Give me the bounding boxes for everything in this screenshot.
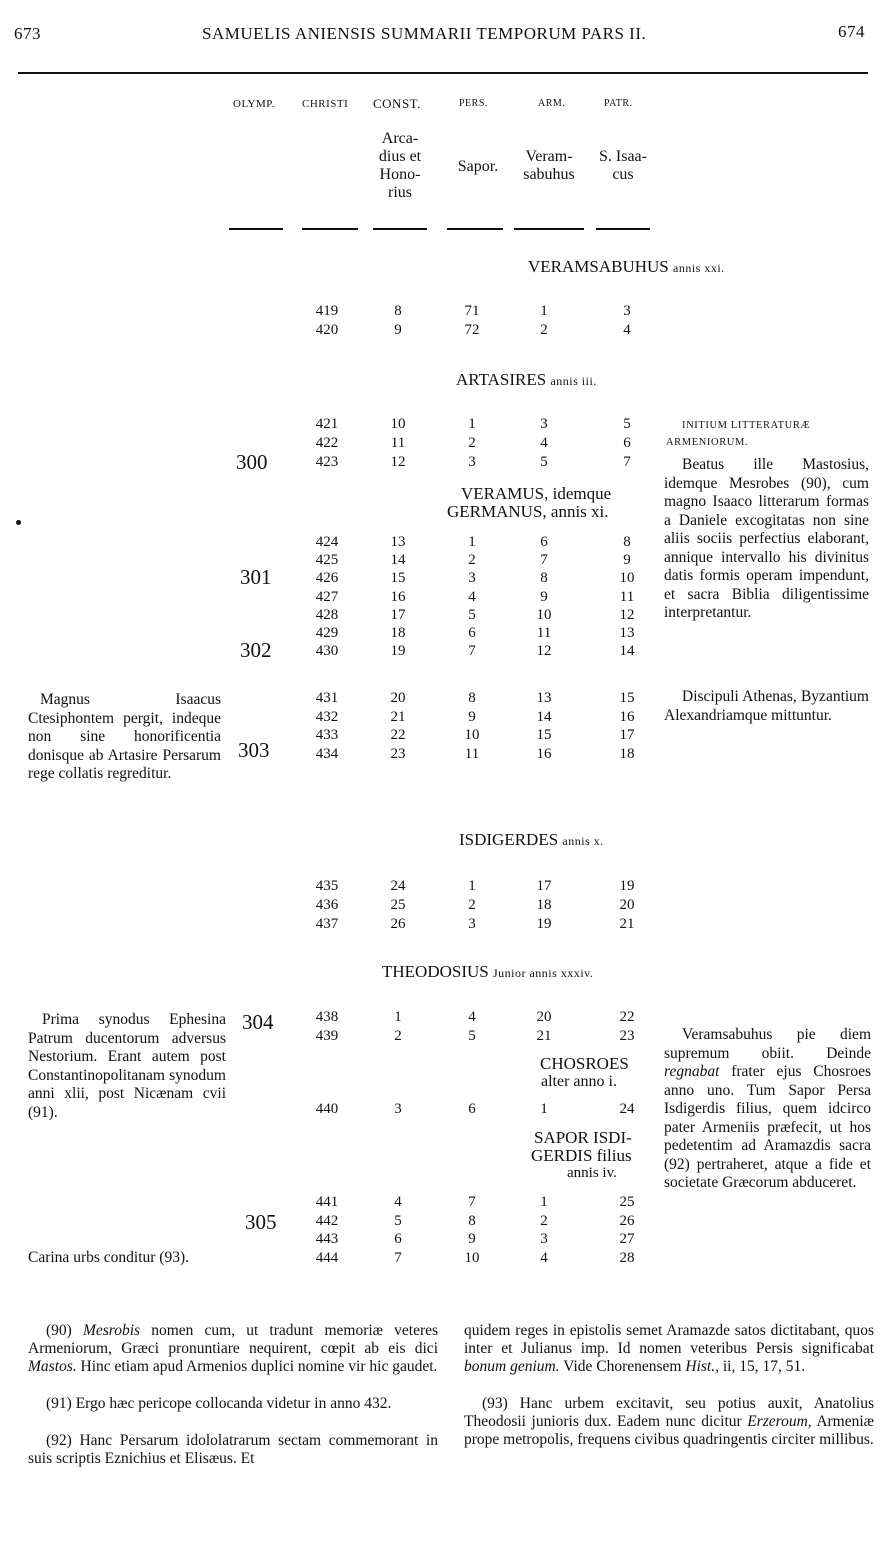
pers-year: 1 (468, 534, 476, 550)
pers-year: 9 (468, 1231, 476, 1248)
arm-year: 15 (536, 727, 552, 744)
col-rule-christi (302, 228, 358, 230)
arm-year: 9 (540, 588, 548, 605)
patr-year: 10 (619, 570, 635, 587)
pers-year: 4 (468, 588, 476, 605)
pers-year: 10 (464, 727, 480, 744)
pers-subheader: Sapor. (457, 158, 499, 175)
christi-year: 421 (315, 416, 339, 432)
patr-year: 7 (623, 454, 631, 470)
patr-year: 13 (619, 625, 635, 641)
pers-year: 3 (468, 916, 476, 932)
arm-year: 18 (536, 897, 552, 913)
col-pers: PERS. (459, 98, 488, 109)
patr-year: 6 (623, 435, 631, 451)
col-olymp: OLYMP. (233, 98, 275, 110)
christi-year: 444 (315, 1250, 339, 1267)
christi-year: 435 (315, 878, 339, 894)
pers-year: 4 (468, 1009, 476, 1025)
stray-mark (16, 520, 21, 525)
note-heading: INITIUM LITTERATURÆ (682, 420, 811, 431)
arm-subheader: Veram- sabuhus (523, 148, 575, 183)
christi-year: 431 (315, 690, 339, 706)
pers-year: 8 (468, 1212, 476, 1229)
christi-year: 438 (315, 1009, 339, 1025)
const-year: 5 (394, 1212, 402, 1229)
col-rule-arm (514, 228, 584, 230)
pers-year: 11 (464, 746, 480, 763)
const-year: 23 (390, 746, 406, 763)
pers-year: 72 (464, 322, 480, 338)
christi-year: 427 (315, 588, 339, 605)
header-rule (18, 72, 868, 74)
arm-year: 2 (540, 322, 548, 338)
pers-year: 6 (468, 625, 476, 641)
reign-heading: CHOSROES (540, 1054, 629, 1073)
const-year: 15 (390, 570, 406, 587)
pers-year: 1 (468, 878, 476, 894)
note-right-disciples: Discipuli Athenas, Byzantium Alexandriamque mittuntur. (664, 688, 869, 724)
const-year: 18 (390, 625, 406, 641)
footnote-92: (92) Hanc Persarum idololatrarum sectam commemorant in suis scriptis Eznichius et Elisæus. Et (28, 1432, 438, 1467)
pers-year: 2 (468, 435, 476, 451)
note-left-carina: Carina urbs conditur (93). (28, 1249, 189, 1266)
footnote-92-continued: quidem reges in epistolis semet Aramazde satos dictitabant, quos inter et Julianus imp. Id nomen veteribus Persis significabat bonum genium. Vide Chorenensem Hist., ii, 15, 17, 51. (464, 1322, 874, 1375)
col-christi: CHRISTI (302, 98, 349, 110)
const-year: 22 (390, 727, 406, 744)
left-page-number: 673 (14, 24, 41, 43)
christi-year: 425 (315, 552, 339, 569)
patr-year: 19 (619, 878, 635, 894)
const-year: 13 (390, 534, 406, 550)
arm-year: 5 (540, 454, 548, 470)
patr-year: 26 (619, 1212, 635, 1229)
const-year: 21 (390, 708, 406, 725)
reign-heading: SAPOR ISDI- (534, 1128, 632, 1147)
pers-year: 3 (468, 454, 476, 470)
olympiad-number: 300 (236, 450, 268, 474)
const-year: 9 (394, 322, 402, 338)
right-page-number: 674 (838, 22, 865, 41)
arm-year: 6 (540, 534, 548, 550)
arm-year: 3 (540, 1231, 548, 1248)
christi-year: 437 (315, 916, 339, 932)
const-year: 7 (394, 1250, 402, 1267)
patr-year: 3 (623, 303, 631, 319)
note-right-literature: Beatus ille Mastosius, idemque Mesrobes (90), cum magno Isaaco litterarum formas a Daniele excogitatas non sine aliis sociis perfectius elaborant, annique intervallo his divinitus datis formis operam impendunt, et sacra Biblia diligentissime interpretantur. (664, 456, 869, 621)
note-heading: ARMENIORUM. (666, 437, 749, 448)
patr-year: 11 (619, 588, 635, 605)
note-left-isaacus: Magnus Isaacus Ctesiphontem pergit, indeque non sine honorificentia donisque ab Artasire Persarum rege collatis regreditur. (28, 691, 221, 782)
patr-year: 25 (619, 1194, 635, 1210)
footnote-93: (93) Hanc urbem excitavit, seu potius auxit, Anatolius Theodosii junioris dux. Eadem nunc dicitur Erzeroum, Armeniæ prope metropolis, frequens civibus quadringentis circiter millibus. (464, 1395, 874, 1448)
col-rule-pers (447, 228, 503, 230)
patr-year: 5 (623, 416, 631, 432)
col-rule-olymp (229, 228, 283, 230)
const-year: 1 (394, 1009, 402, 1025)
col-const: CONST. (373, 96, 421, 111)
patr-year: 15 (619, 690, 635, 706)
const-year: 3 (394, 1101, 402, 1117)
arm-year: 21 (536, 1028, 552, 1044)
christi-year: 429 (315, 625, 339, 641)
pers-year: 71 (464, 303, 480, 319)
col-rule-const (373, 228, 427, 230)
reign-heading: VERAMSABUHUS annis xxi. (528, 257, 725, 276)
const-year: 26 (390, 916, 406, 932)
christi-year: 420 (315, 322, 339, 338)
pers-year: 2 (468, 552, 476, 569)
pers-year: 8 (468, 690, 476, 706)
pers-year: 6 (468, 1101, 476, 1117)
footnote-91: (91) Ergo hæc pericope collocanda videtur in anno 432. (46, 1395, 392, 1412)
christi-year: 423 (315, 454, 339, 470)
arm-year: 1 (540, 303, 548, 319)
reign-heading: THEODOSIUS Junior annis xxxiv. (382, 962, 594, 981)
const-subheader: Arca- dius et Hono- rius (378, 130, 422, 201)
const-year: 12 (390, 454, 406, 470)
arm-year: 20 (536, 1009, 552, 1025)
christi-year: 441 (315, 1194, 339, 1210)
running-title: SAMUELIS ANIENSIS SUMMARII TEMPORUM PARS II. (202, 24, 647, 43)
patr-year: 4 (623, 322, 631, 338)
patr-year: 28 (619, 1250, 635, 1267)
reign-heading: VERAMUS, idemque (461, 484, 612, 503)
arm-year: 11 (536, 625, 552, 641)
arm-year: 1 (540, 1101, 548, 1117)
patr-year: 24 (619, 1101, 635, 1117)
christi-year: 430 (315, 643, 339, 660)
reign-heading: annis iv. (567, 1165, 617, 1181)
christi-year: 434 (315, 746, 339, 763)
olympiad-number: 305 (245, 1210, 277, 1234)
const-year: 14 (390, 552, 406, 569)
pers-year: 9 (468, 708, 476, 725)
const-year: 10 (390, 416, 406, 432)
footnote-90: (90) Mesrobis nomen cum, ut tradunt memoriæ veteres Armeniorum, Græci pronuntiare nequirent, cœpit ab eis dici Mastos. Hinc etiam apud Armenios duplici nomine vir hic gaudet. (28, 1322, 439, 1375)
christi-year: 424 (315, 534, 339, 550)
christi-year: 440 (315, 1101, 339, 1117)
const-year: 25 (390, 897, 406, 913)
reign-heading: ISDIGERDES annis x. (459, 830, 604, 849)
pers-year: 1 (468, 416, 476, 432)
patr-year: 8 (623, 534, 631, 550)
patr-year: 20 (619, 897, 635, 913)
const-year: 20 (390, 690, 406, 706)
christi-year: 432 (315, 708, 339, 725)
arm-year: 2 (540, 1212, 548, 1229)
pers-year: 3 (468, 570, 476, 587)
reign-heading: GERMANUS, annis xi. (447, 502, 609, 521)
const-year: 17 (390, 606, 406, 623)
patr-year: 27 (619, 1231, 635, 1248)
const-year: 11 (390, 435, 406, 451)
olympiad-number: 302 (240, 638, 272, 662)
christi-year: 442 (315, 1212, 339, 1229)
pers-year: 5 (468, 606, 476, 623)
const-year: 8 (394, 303, 402, 319)
arm-year: 4 (540, 1250, 548, 1267)
reign-heading: GERDIS filius (531, 1146, 632, 1165)
const-year: 24 (390, 878, 406, 894)
reign-heading: alter anno i. (541, 1073, 617, 1090)
arm-year: 7 (540, 552, 548, 569)
arm-year: 12 (536, 643, 552, 660)
col-arm: ARM. (538, 98, 566, 109)
reign-heading: ARTASIRES annis iii. (456, 370, 597, 389)
christi-year: 426 (315, 570, 339, 587)
note-right-veramsabuhus: Veramsabuhus pie diem supremum obiit. Deinde regnabat frater ejus Chosroes anno uno. Tum Sapor Persa Isdigerdis filius, quem idcirco pater Armeniis præfecit, ut hos pedetentim ad Aramazdis sacra (92) pertraheret, atque a fide et societate Græcorum abduceret. (664, 1026, 871, 1191)
pers-year: 7 (468, 643, 476, 660)
patr-year: 14 (619, 643, 635, 660)
arm-year: 8 (540, 570, 548, 587)
arm-year: 16 (536, 746, 552, 763)
arm-year: 3 (540, 416, 548, 432)
note-left-synod: Prima synodus Ephesina Patrum ducentorum adversus Nestorium. Erant autem post Constantinopolitanam synodum anni xlii, post Nicænam cvii (91). (28, 1011, 226, 1121)
patr-year: 12 (619, 606, 635, 623)
patr-year: 17 (619, 727, 635, 744)
const-year: 4 (394, 1194, 402, 1210)
pers-year: 5 (468, 1028, 476, 1044)
christi-year: 428 (315, 606, 339, 623)
const-year: 19 (390, 643, 406, 660)
arm-year: 13 (536, 690, 552, 706)
christi-year: 419 (315, 303, 339, 319)
patr-year: 21 (619, 916, 635, 932)
arm-year: 10 (536, 606, 552, 623)
const-year: 2 (394, 1028, 402, 1044)
patr-year: 23 (619, 1028, 635, 1044)
christi-year: 436 (315, 897, 339, 913)
patr-year: 9 (623, 552, 631, 569)
pers-year: 2 (468, 897, 476, 913)
arm-year: 17 (536, 878, 552, 894)
arm-year: 14 (536, 708, 552, 725)
arm-year: 1 (540, 1194, 548, 1210)
christi-year: 422 (315, 435, 339, 451)
christi-year: 439 (315, 1028, 339, 1044)
pers-year: 7 (468, 1194, 476, 1210)
col-rule-patr (596, 228, 650, 230)
patr-year: 16 (619, 708, 635, 725)
const-year: 6 (394, 1231, 402, 1248)
olympiad-number: 301 (240, 565, 272, 589)
olympiad-number: 304 (242, 1010, 274, 1034)
arm-year: 19 (536, 916, 552, 932)
pers-year: 10 (464, 1250, 480, 1267)
olympiad-number: 303 (238, 738, 270, 762)
patr-year: 22 (619, 1009, 635, 1025)
christi-year: 433 (315, 727, 339, 744)
const-year: 16 (390, 588, 406, 605)
col-patr: PATR. (604, 98, 633, 109)
christi-year: 443 (315, 1231, 339, 1248)
patr-subheader: S. Isaa- cus (599, 148, 647, 183)
arm-year: 4 (540, 435, 548, 451)
patr-year: 18 (619, 746, 635, 763)
